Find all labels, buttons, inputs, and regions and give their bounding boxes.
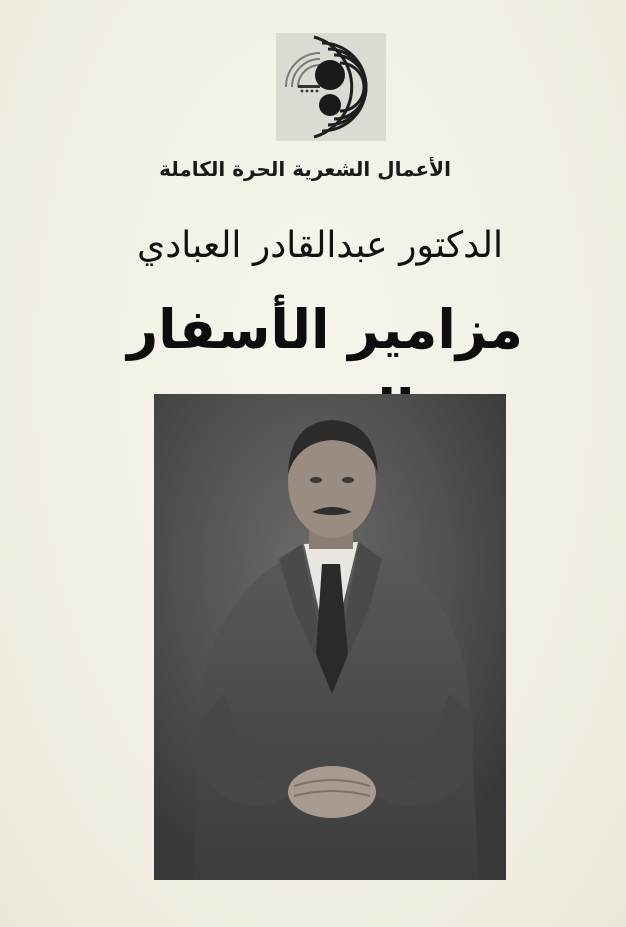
publisher-logo-icon bbox=[276, 33, 386, 141]
author-name: الدكتور عبدالقادر العبادي bbox=[137, 225, 503, 266]
series-title: الأعمال الشعرية الحرة الكاملة bbox=[159, 157, 451, 181]
author-portrait-image bbox=[154, 394, 506, 880]
book-title: مزامير الأسفار bbox=[127, 298, 523, 361]
